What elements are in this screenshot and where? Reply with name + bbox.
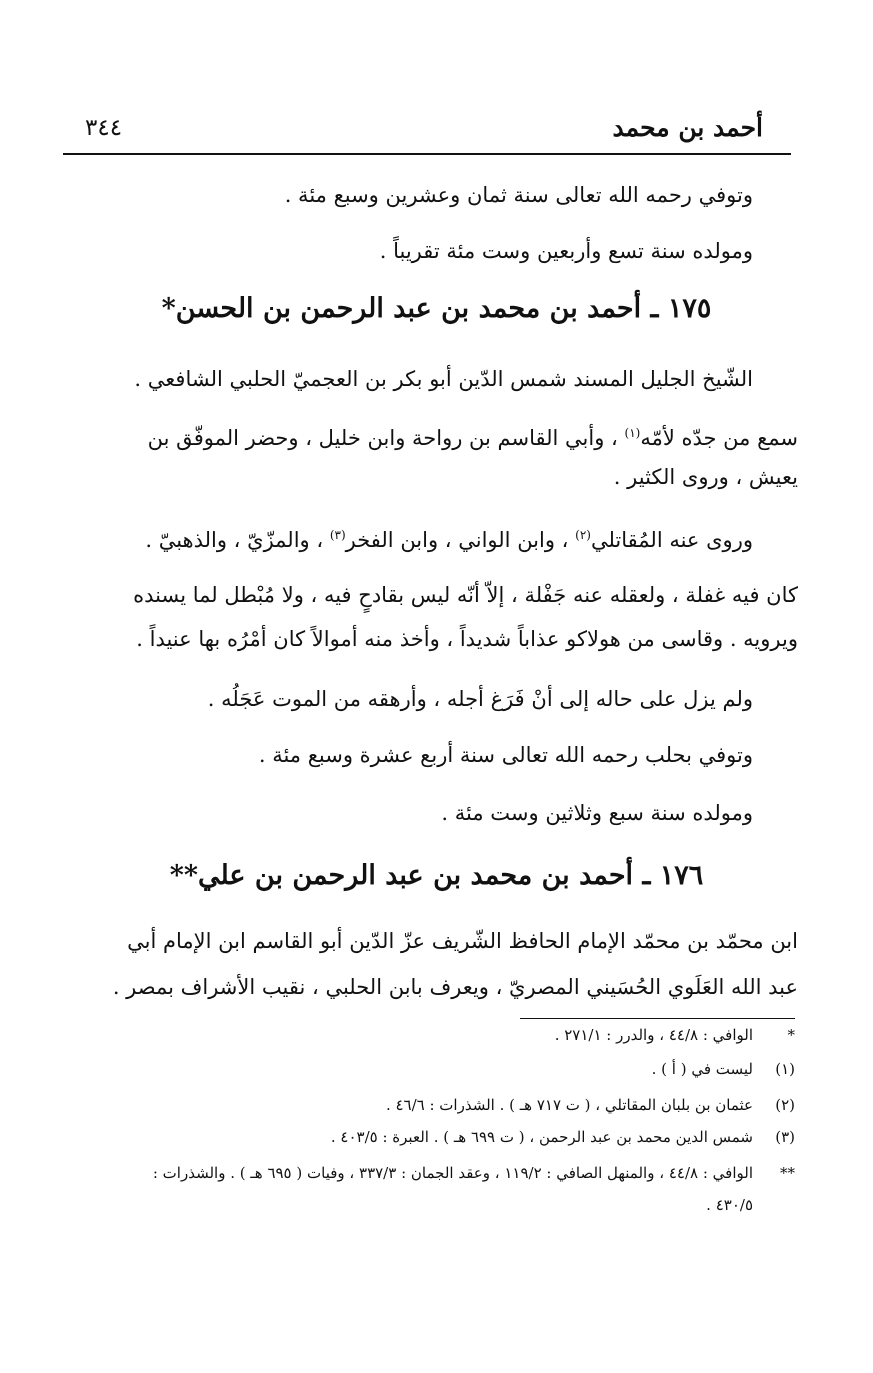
footnote	[153, 1162, 795, 1184]
footnote-ref: (٣)	[329, 528, 346, 542]
body-line: وتوفي رحمه الله تعالى سنة ثمان وعشرين وسبع مئة .	[284, 183, 753, 207]
page-number: ٣٤٤	[85, 115, 123, 141]
footnote	[652, 1058, 795, 1080]
footnote-ref: (٢)	[575, 528, 591, 542]
body-text: وروى عنه المُقاتلي	[590, 528, 753, 552]
body-text: سمع من جدّه لأمّه	[640, 426, 798, 450]
body-line: ومولده سنة سبع وثلاثين وست مئة .	[441, 801, 753, 825]
body-text: ، وأبي القاسم بن رواحة وابن خليل ، وحضر الموفّق بن	[147, 426, 625, 450]
body-text: ، وابن الواني ، وابن الفخر	[345, 528, 576, 552]
footnote-mark: (١)	[775, 1060, 795, 1078]
running-header-title: أحمد بن محمد	[612, 113, 763, 142]
body-line: ومولده سنة تسع وأربعين وست مئة تقريباً .	[379, 239, 753, 263]
footnote	[555, 1024, 795, 1046]
body-line: كان فيه غفلة ، ولعقله عنه جَفْلة ، إلاّ أنّه ليس بقادحٍ فيه ، ولا مُبْطل لما يسنده	[133, 583, 798, 607]
body-line: ابن محمّد بن محمّد الإمام الحافظ الشّريف عزّ الدّين أبو القاسم ابن الإمام أبي	[127, 929, 798, 953]
footnote-text: الوافي : ٤٤/٨ ، والمنهل الصافي : ١١٩/٢ ، وعقد الجمان : ٣٣٧/٣ ، وفيات ( ٦٩٥ هـ ) . والشذرات :	[152, 1164, 753, 1182]
header-rule	[63, 153, 791, 155]
footnote-mark: (٢)	[775, 1096, 795, 1114]
body-line	[148, 418, 798, 453]
body-line: ولم يزل على حاله إلى أنْ فَرَغ أجله ، وأرهقه من الموت عَجَلُه .	[207, 687, 753, 711]
footnote	[331, 1126, 795, 1148]
body-line: يعيش ، وروى الكثير .	[613, 465, 798, 489]
body-line: الشّيخ الجليل المسند شمس الدّين أبو بكر بن العجميّ الحلبي الشافعي .	[134, 367, 753, 391]
footnote-text: عثمان بن بلبان المقاتلي ، ( ت ٧١٧ هـ ) . الشذرات : ٤٦/٦ .	[385, 1096, 753, 1114]
body-line: وتوفي بحلب رحمه الله تعالى سنة أربع عشرة وسبع مئة .	[258, 743, 753, 767]
footnote-mark: (٣)	[775, 1128, 795, 1146]
footnote-mark: **	[780, 1164, 795, 1182]
footnote-rule	[520, 1018, 795, 1019]
footnote-mark: *	[787, 1026, 795, 1044]
footnote-text: ليست في ( أ ) .	[651, 1060, 753, 1078]
footnote-text: الوافي : ٤٤/٨ ، والدرر : ٢٧١/١ .	[554, 1026, 753, 1044]
body-line	[145, 520, 753, 555]
entry-heading-175: ١٧٥ ـ أحمد بن محمد بن عبد الرحمن بن الحسن*	[161, 293, 712, 324]
footnote-ref: (١)	[624, 426, 641, 440]
body-text: ، والمزّيّ ، والذهبيّ .	[145, 528, 330, 552]
footnote-text: شمس الدين محمد بن عبد الرحمن ، ( ت ٦٩٩ هـ ) . العبرة : ٤٠٣/٥ .	[330, 1128, 753, 1146]
entry-heading-176: ١٧٦ ـ أحمد بن محمد بن عبد الرحمن بن علي**	[169, 860, 704, 891]
body-line: ويرويه . وقاسى من هولاكو عذاباً شديداً ، وأخذ منه أموالاً كان أمْرُه بها عنيداً .	[136, 627, 798, 651]
body-line: عبد الله العَلَوي الحُسَيني المصريّ ، ويعرف بابن الحلبي ، نقيب الأشراف بمصر .	[112, 975, 798, 999]
footnote	[386, 1094, 795, 1116]
footnote-continuation: ٤٣٠/٥ .	[706, 1196, 753, 1214]
